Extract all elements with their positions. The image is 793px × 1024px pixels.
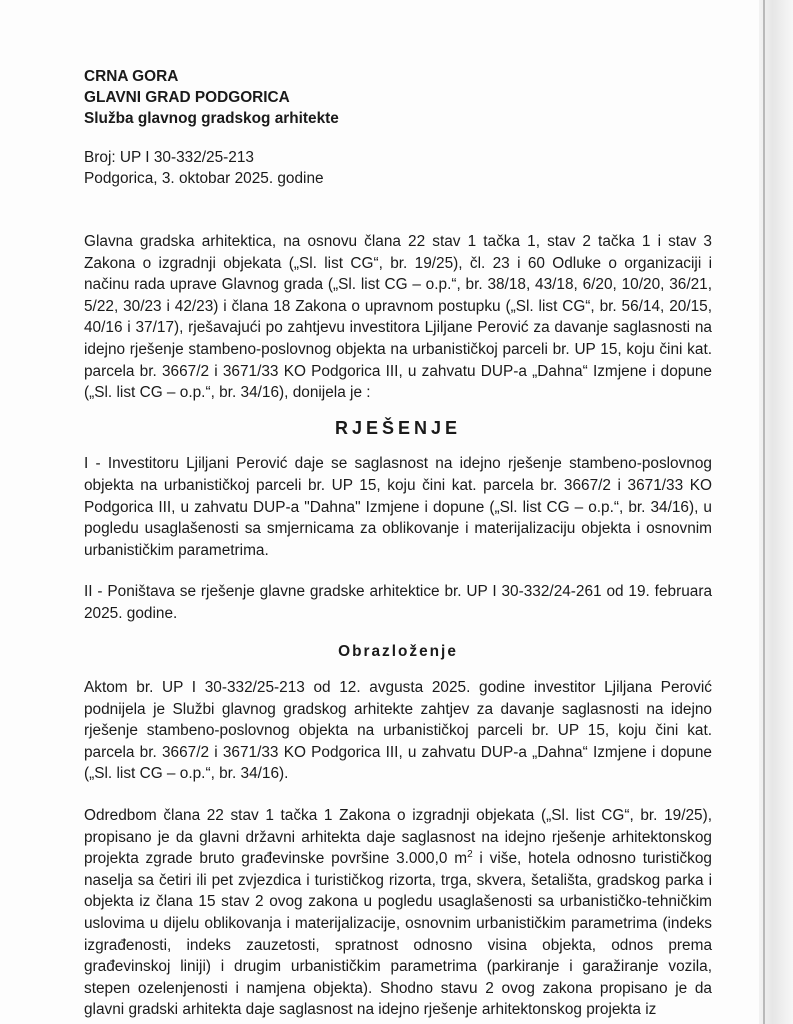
reference-block [84,147,712,189]
reasoning-paragraph-1: Aktom br. UP I 30-332/25-213 od 12. avgusta 2025. godine investitor Ljiljana Perović podnijela je Službi glavnog gradskog arhitekte zahtjev za davanje saglasnosti na idejno rješenje stambeno-poslovnog objekta na urbanističkoj parceli br. UP 15, koju čini kat. parcela br. 3667/2 i 3671/33 KO Podgorica III, u zahvatu DUP-a „Dahna“ Izmjene i dopune („Sl. list CG – o.p.“, br. 34/16). [84,679,712,783]
decision-title: RJEŠENJE [334,417,462,438]
reasoning-paragraph-2-part-a: Odredbom člana 22 stav 1 tačka 1 Zakona o izgradnji objekata („Sl. list CG“, br. 19/25), propisano je da glavni državni arhitekta daje saglasnost na idejno rješenje arhitektonskog projekta zgrade bruto građevinske površine 3.000,0 m [84,807,712,868]
square-meter-superscript: 2 [467,849,473,861]
page-edge-line [763,0,765,1024]
decision-item-2: II - Poništava se rješenje glavne gradske arhitektice br. UP I 30-332/24-261 od 19. februara 2025. godine. [84,583,712,622]
reasoning-paragraph-2 [84,805,712,1021]
decision-item-1: I - Investitoru Ljiljani Perović daje se saglasnost na idejno rješenje stambeno-poslovnog objekta na urbanističkoj parceli br. UP 15, koju čini kat. parcela br. 3667/2 i 3671/33 KO Podgorica III, u zahvatu DUP-a "Dahna" Izmjene i dopune („Sl. list CG – o.p.“, br. 34/16), u pogledu usaglašenosti sa smjernicama za oblikovanje i materijalizaciju objekta i osnovnim urbanističkim parametrima. [84,455,712,559]
reasoning-title: Obrazloženje [338,642,458,660]
intro-paragraph: Glavna gradska arhitektica, na osnovu člana 22 stav 1 tačka 1, stav 2 tačka 1 i stav 3 Zakona o izgradnji objekata („Sl. list CG“, br. 19/25), čl. 23 i 60 Odluke o organizaciji i načinu rada uprave Glavnog grada („Sl. list CG – o.p.“, br. 38/18, 43/18, 6/20, 10/20, 36/21, 5/22, 30/23 i 42/23) i člana 18 Zakona o upravnom postupku („Sl. list CG“, br. 56/14, 20/15, 40/16 i 37/17), rješavajući po zahtjevu investitora Ljiljane Perović za davanje saglasnosti na idejno rješenje stambeno-poslovnog objekta na urbanističkoj parceli br. UP 15, koju čini kat. parcela br. 3667/2 i 3671/33 KO Podgorica III, u zahvatu DUP-a „Dahna“ Izmjene i dopune („Sl. list CG – o.p.“, br. 34/16), donijela je : [84,233,712,402]
letterhead-city: GLAVNI GRAD PODGORICA [84,89,290,106]
reference-place-date: Podgorica, 3. oktobar 2025. godine [84,170,324,187]
letterhead [84,66,712,129]
letterhead-office: Služba glavnog gradskog arhitekte [84,110,339,127]
reference-number: Broj: UP I 30-332/25-213 [84,149,254,166]
letterhead-country: CRNA GORA [84,68,179,85]
reasoning-paragraph-2-part-b: i više, hotela odnosno turističkog naselja sa četiri ili pet zvjezdica i turističkog rizorta, trga, skvera, šetališta, gradskog parka i objekta iz člana 15 stav 2 ovog zakona u pogledu usaglašenosti sa urbanističko-tehničkim uslovima u dijelu oblikovanja i materijalizacije, osnovnim urbanističkim parametrima (indeks izgrađenosti, indeks zauzetosti, spratnost odnosno visina objekta, odnos prema građevinskoj liniji) i drugim urbanističkim parametrima (parkiranje i garažiranje vozila, stepen ozelenjenosti i namjena objekta). Shodno stavu 2 ovog zakona propisano je da glavni gradski arhitekta daje saglasnost na idejno rješenje arhitektonskog projekta iz [84,850,712,1019]
document-body [84,66,712,1021]
